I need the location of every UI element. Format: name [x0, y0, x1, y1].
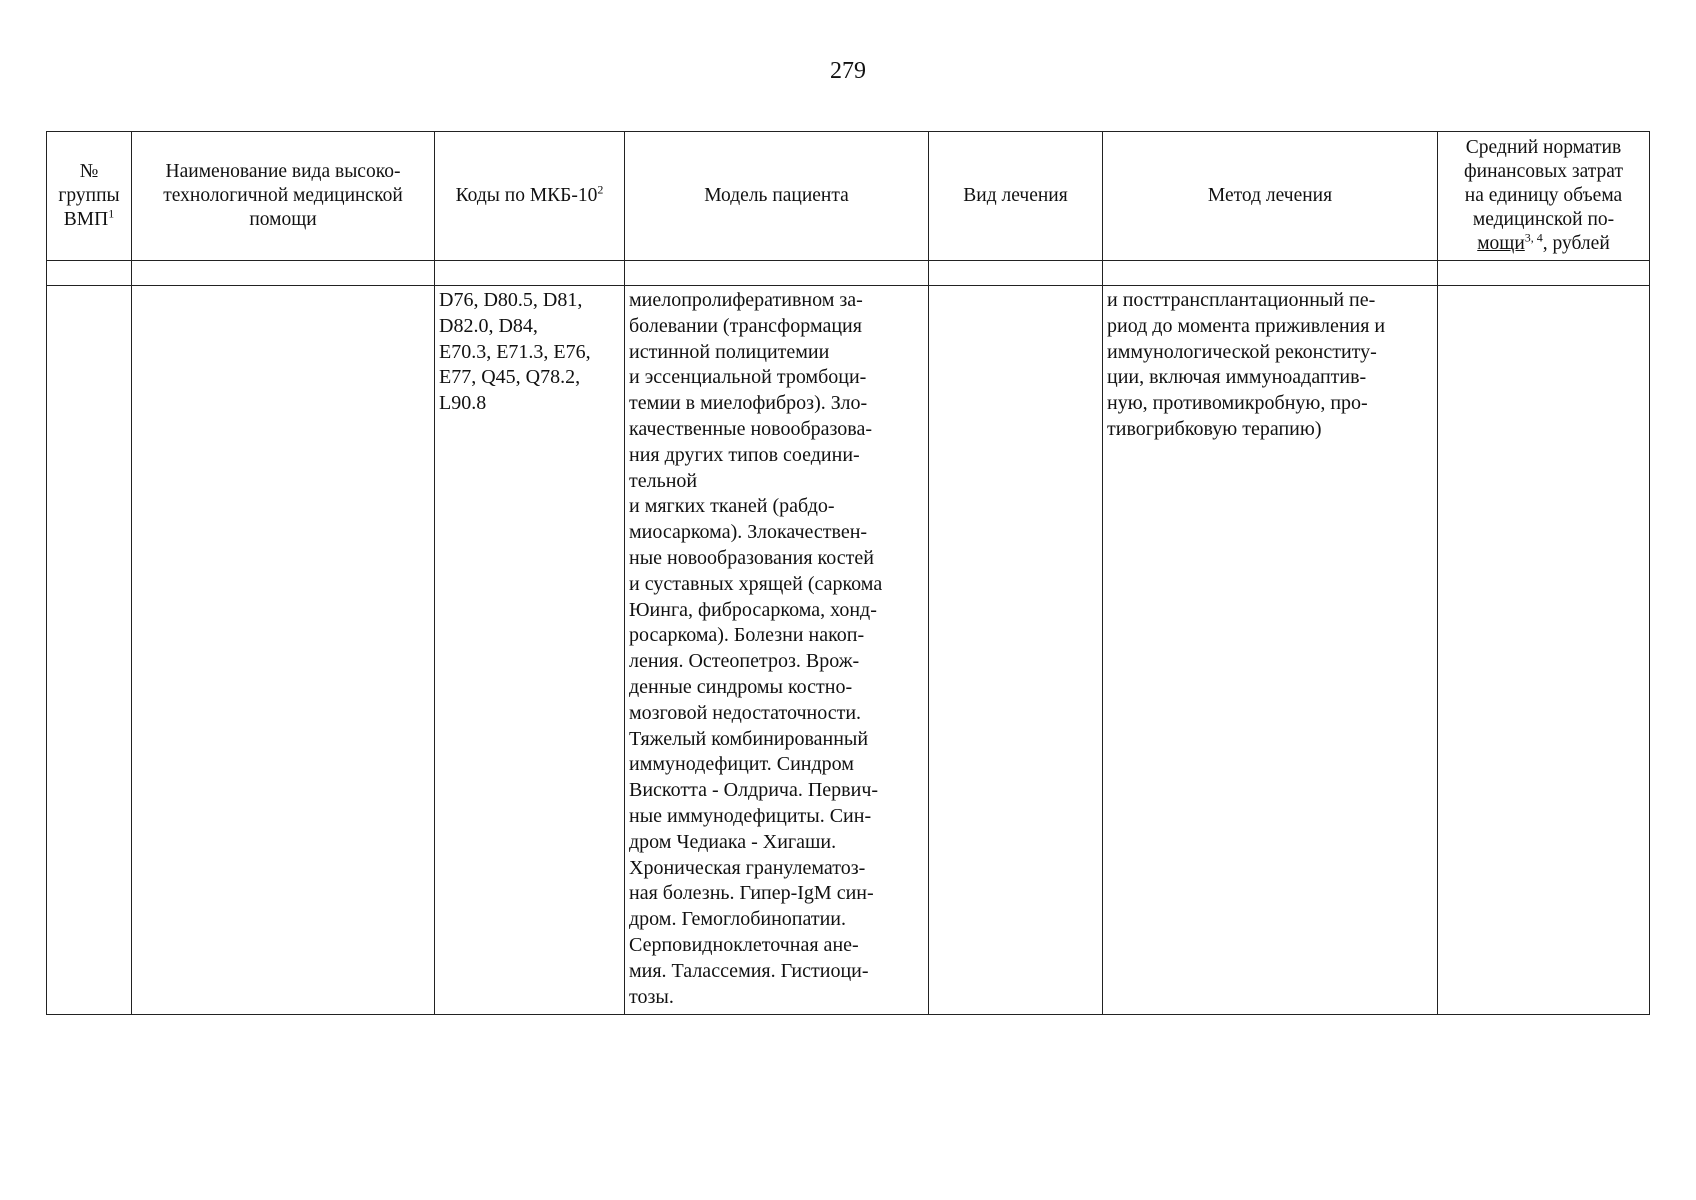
cell-group-number: [47, 286, 132, 1015]
header-line: Наименование вида высоко-: [165, 161, 401, 182]
text-line: мозговой недостаточности.: [629, 701, 862, 724]
header-line: помощи: [249, 209, 317, 230]
vmp-table: [46, 131, 1650, 1015]
text-line: ную, противомикробную, про-: [1107, 392, 1368, 415]
table-row: [47, 286, 1650, 1015]
header-line: технологичной медицинской: [163, 185, 403, 206]
header-line: на единицу объема: [1464, 185, 1623, 206]
text-line: миелопролиферативном за-: [629, 289, 863, 311]
cell-icd-codes: [435, 286, 625, 1015]
cell-average-cost: [1438, 286, 1650, 1015]
text-line: болевании (трансформация: [629, 314, 862, 337]
text-line: ные иммунодефициты. Син-: [629, 804, 872, 827]
text-line: ния других типов соедини-: [629, 443, 860, 466]
text-line: тивогрибковую терапию): [1107, 417, 1322, 440]
text-line: ления. Остеопетроз. Врож-: [629, 650, 860, 673]
text-line: D82.0, D84,: [439, 314, 538, 337]
text-line: E70.3, E71.3, E76,: [439, 340, 591, 363]
header-line: финансовых затрат: [1464, 161, 1623, 182]
footnote-mark: 1: [108, 206, 115, 221]
text-line: миосаркома). Злокачествен-: [629, 521, 868, 544]
text-line: тозы.: [629, 985, 674, 1008]
header-line-part: мощи: [1477, 233, 1525, 254]
cell-care-type-name: [132, 286, 435, 1015]
text-line: риод до момента приживления и: [1107, 314, 1386, 337]
text-line: тельной: [629, 469, 698, 492]
text-line: Тяжелый комбинированный: [629, 727, 869, 750]
header-patient-model: Модель пациента: [625, 132, 929, 261]
text-line: качественные новообразова-: [629, 417, 873, 440]
text-line: темии в миелофиброз). Зло-: [629, 392, 868, 415]
text-line: иммунодефицит. Синдром: [629, 753, 854, 776]
header-line: группы: [58, 185, 120, 206]
page-number: 279: [830, 58, 866, 84]
header-line: Средний норматив: [1465, 137, 1622, 158]
header-line: [47, 208, 131, 232]
header-average-cost: [1438, 132, 1650, 261]
text-line: и эссенциальной тромбоци-: [629, 366, 867, 389]
text-line: Серповидноклеточная ане-: [629, 933, 859, 956]
footnote-mark: 2: [597, 182, 604, 197]
text-line: D76, D80.5, D81,: [439, 289, 583, 311]
text-line: мия. Талассемия. Гистиоци-: [629, 959, 869, 982]
header-line: ВМП: [63, 209, 109, 230]
text-line: E77, Q45, Q78.2,: [439, 366, 581, 389]
text-line: L90.8: [439, 392, 487, 415]
text-line: и посттрансплантационный пе-: [1107, 289, 1376, 311]
text-line: ции, включая иммуноадаптив-: [1107, 366, 1367, 389]
header-treatment-type: Вид лечения: [929, 132, 1103, 261]
text-line: ная болезнь. Гипер-IgM син-: [629, 882, 874, 905]
text-line: Хроническая гранулематоз-: [629, 856, 866, 879]
text-line: и суставных хрящей (саркома: [629, 572, 883, 595]
text-line: росаркома). Болезни накоп-: [629, 624, 865, 647]
header-group-number: [47, 132, 132, 261]
text-line: истинной полицитемии: [629, 340, 830, 363]
header-icd-codes: [435, 132, 625, 261]
header-icd-codes-label: Коды по МКБ-10: [455, 185, 598, 206]
footnote-mark: 3, 4: [1524, 230, 1543, 245]
cell-patient-model: [625, 286, 929, 1015]
text-line: денные синдромы костно-: [629, 675, 853, 698]
text-line: дром. Гемоглобинопатии.: [629, 908, 846, 931]
header-line: [1438, 232, 1649, 256]
text-line: и мягких тканей (рабдо-: [629, 495, 835, 518]
text-line: дром Чедиака - Хигаши.: [629, 830, 837, 853]
spacer-row: [47, 261, 1650, 286]
header-line: медицинской по-: [1472, 209, 1615, 230]
header-line-part: , рублей: [1542, 233, 1610, 254]
cell-treatment-type: [929, 286, 1103, 1015]
header-line: №: [79, 161, 99, 182]
text-line: Вискотта - Олдрича. Первич-: [629, 779, 879, 802]
header-row: [47, 132, 1650, 261]
text-line: Юинга, фибросаркома, хонд-: [629, 598, 877, 621]
text-line: иммунологической реконститу-: [1107, 340, 1377, 363]
text-line: ные новообразования костей: [629, 546, 874, 569]
header-care-type-name: [132, 132, 435, 261]
cell-treatment-method: [1103, 286, 1438, 1015]
header-treatment-method: Метод лечения: [1103, 132, 1438, 261]
